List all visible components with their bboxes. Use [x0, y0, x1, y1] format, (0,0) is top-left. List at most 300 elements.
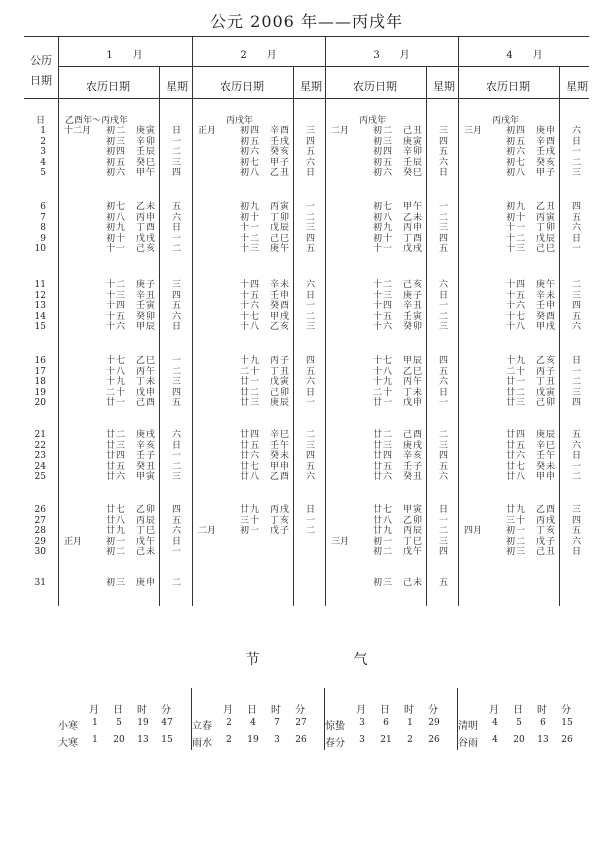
weekday: 日 [572, 356, 582, 366]
ganzhi: 癸亥 [270, 147, 291, 158]
ganzhi: 壬寅 [403, 311, 424, 322]
lunar-day: 十七 [106, 356, 127, 366]
month-divider [58, 36, 59, 606]
ganzhi: 戊寅 [536, 387, 557, 398]
weekday: 二 [572, 472, 582, 483]
lunar-day: 初七 [373, 202, 394, 212]
lunar-day: 廿六 [240, 451, 261, 462]
lunar-day: 十二 [506, 233, 527, 244]
lunar-day: 十七 [373, 356, 394, 366]
solar-term-name: 清明 [458, 721, 478, 732]
ganzhi: 癸卯 [403, 322, 424, 333]
ganzhi: 甲辰 [136, 322, 157, 333]
ganzhi: 戊戌 [136, 233, 157, 244]
ganzhi: 丙申 [136, 212, 157, 223]
weekday: 六 [572, 440, 582, 451]
lunar-month-label: 四月 [464, 526, 483, 537]
lunar-day: 十四 [373, 301, 394, 312]
lunar-day: 十四 [106, 301, 127, 312]
weekday: 日 [439, 387, 449, 398]
lunar-day: 廿二 [106, 430, 127, 440]
weekday: 五 [572, 526, 582, 537]
ganzhi: 乙未 [403, 212, 424, 223]
ganzhi: 丁卯 [270, 212, 291, 223]
month-title: 4 月 [506, 50, 543, 61]
ganzhi: 辛巳 [270, 430, 291, 440]
weekday: 日 [172, 536, 182, 547]
lunar-date-header: 农历日期 [86, 80, 130, 93]
ganzhi: 己未 [403, 578, 424, 588]
lunar-day: 十八 [506, 322, 527, 333]
ganzhi: 壬子 [136, 451, 157, 462]
weekday: 五 [572, 430, 582, 440]
weekday: 六 [439, 377, 449, 388]
terms-col-header: 时 [137, 705, 147, 716]
weekday: 五 [172, 398, 182, 409]
lunar-day: 初三 [106, 136, 127, 147]
lunar-day: 三十 [240, 515, 261, 526]
solar-term-value: 19 [137, 718, 149, 728]
lunar-day: 初一 [240, 526, 261, 537]
terms-col-header: 时 [404, 705, 414, 716]
day-number: 19 [34, 387, 46, 398]
gongli-label: 公历 [30, 54, 52, 67]
lunar-month-label: 十二月 [64, 126, 92, 136]
weekday-header: 星期 [166, 80, 188, 93]
day-number: 31 [34, 578, 46, 588]
lunar-day: 十三 [373, 290, 394, 301]
month-header-rule [58, 66, 589, 67]
solar-term-value: 20 [113, 735, 125, 745]
lunar-day: 初四 [240, 126, 261, 136]
lunar-day: 初四 [373, 147, 394, 158]
weekday: 一 [306, 515, 316, 526]
ganzhi: 丙寅 [270, 202, 291, 212]
weekday: 四 [439, 547, 449, 558]
solar-term-value: 3 [274, 735, 280, 745]
day-number: 10 [34, 244, 46, 255]
ganzhi: 戊子 [270, 526, 291, 537]
lunar-day: 初一 [373, 536, 394, 547]
day-number: 20 [34, 398, 46, 409]
weekday: 日 [572, 233, 582, 244]
ganzhi: 甲辰 [403, 356, 424, 366]
ganzhi: 己酉 [136, 398, 157, 409]
weekday: 六 [172, 430, 182, 440]
lunar-day: 廿三 [106, 440, 127, 451]
solar-term-value: 15 [161, 735, 173, 745]
solar-term-name: 惊蛰 [325, 721, 345, 732]
lunar-day: 十九 [106, 377, 127, 388]
day-number: 2 [40, 136, 46, 147]
lunar-day: 廿二 [240, 387, 261, 398]
day-number: 27 [34, 515, 46, 526]
lunar-day: 廿二 [506, 387, 527, 398]
solar-term-value: 19 [247, 735, 259, 745]
day-number: 22 [34, 440, 46, 451]
ganzhi: 丁巳 [403, 536, 424, 547]
terms-col-header: 月 [89, 705, 99, 716]
solar-term-value: 3 [359, 735, 365, 745]
ganzhi: 庚戌 [403, 440, 424, 451]
ganzhi: 庚午 [536, 280, 557, 290]
weekday: 一 [439, 515, 449, 526]
solar-term-value: 2 [226, 718, 232, 728]
ganzhi: 甲申 [536, 472, 557, 483]
lunar-day: 廿七 [506, 461, 527, 472]
solar-term-value: 15 [561, 718, 573, 728]
weekday: 二 [172, 578, 182, 588]
day-number: 5 [40, 168, 46, 179]
ganzhi: 丙戌 [270, 505, 291, 515]
lunar-day: 初七 [506, 157, 527, 168]
weekday: 五 [306, 147, 316, 158]
lunar-day: 廿七 [240, 461, 261, 472]
ganzhi: 己卯 [536, 398, 557, 409]
ganzhi: 癸巳 [136, 157, 157, 168]
weekday: 日 [172, 440, 182, 451]
ganzhi: 乙巳 [136, 356, 157, 366]
lunar-day: 初八 [240, 168, 261, 179]
lunar-day: 十八 [373, 366, 394, 377]
weekday: 一 [306, 398, 316, 409]
month-divider [458, 36, 459, 606]
weekday: 五 [572, 212, 582, 223]
weekday: 六 [572, 536, 582, 547]
lunar-day: 初三 [373, 578, 394, 588]
lunar-day: 十六 [506, 301, 527, 312]
lunar-day: 二十 [506, 366, 527, 377]
ganzhi: 庚申 [136, 578, 157, 588]
ganzhi: 丁丑 [270, 366, 291, 377]
ganzhi: 戊辰 [536, 233, 557, 244]
year-header-line: 乙酉年～丙戌年 [65, 116, 129, 126]
day-number: 30 [34, 547, 46, 558]
ganzhi: 辛酉 [270, 126, 291, 136]
lunar-day: 初二 [106, 126, 127, 136]
lunar-day: 十二 [106, 280, 127, 290]
lunar-day: 初三 [373, 136, 394, 147]
lunar-month-label: 二月 [331, 126, 350, 136]
subheader-rule [24, 98, 589, 99]
solar-terms-title: 节 气 [245, 652, 408, 668]
ganzhi: 丙午 [136, 366, 157, 377]
lunar-day: 十三 [506, 244, 527, 255]
ganzhi: 甲子 [536, 168, 557, 179]
ganzhi: 戊午 [403, 547, 424, 558]
lunar-month-label: 三月 [464, 126, 483, 136]
day-number: 16 [34, 356, 46, 366]
ganzhi: 戊寅 [270, 377, 291, 388]
lunar-day: 初五 [373, 157, 394, 168]
weekday: 六 [172, 526, 182, 537]
lunar-day: 廿六 [506, 451, 527, 462]
weekday: 四 [172, 387, 182, 398]
lunar-day: 廿五 [240, 440, 261, 451]
weekday: 二 [572, 377, 582, 388]
weekday-header: 星期 [566, 80, 588, 93]
solar-term-value: 7 [274, 718, 280, 728]
weekday: 二 [172, 461, 182, 472]
ganzhi: 癸丑 [136, 461, 157, 472]
solar-term-value: 1 [407, 718, 413, 728]
ganzhi: 壬子 [403, 461, 424, 472]
ganzhi: 辛卯 [136, 136, 157, 147]
lunar-day: 初八 [506, 168, 527, 179]
weekday: 五 [439, 461, 449, 472]
weekday: 一 [172, 233, 182, 244]
lunar-day: 廿八 [506, 472, 527, 483]
day-number-column [24, 0, 58, 858]
day-number: 4 [40, 157, 46, 168]
lunar-day: 十一 [506, 223, 527, 234]
weekday: 二 [572, 280, 582, 290]
weekday: 三 [572, 290, 582, 301]
weekday: 六 [306, 157, 316, 168]
lunar-day: 十九 [506, 356, 527, 366]
solar-term-value: 5 [116, 718, 122, 728]
ganzhi: 丁丑 [536, 377, 557, 388]
ganzhi: 甲戌 [270, 311, 291, 322]
weekday: 三 [172, 157, 182, 168]
day-number: 11 [34, 280, 46, 290]
lunar-day: 十二 [373, 280, 394, 290]
solar-term-value: 21 [380, 735, 392, 745]
ganzhi: 己亥 [403, 280, 424, 290]
lunar-day: 十八 [240, 322, 261, 333]
lunar-day: 十一 [106, 244, 127, 255]
lunar-day: 廿九 [240, 505, 261, 515]
terms-col-header: 分 [561, 705, 571, 716]
lunar-month-label: 正月 [64, 536, 83, 547]
lunar-day: 廿七 [106, 505, 127, 515]
terms-col-header: 分 [161, 705, 171, 716]
weekday: 日 [306, 290, 316, 301]
weekday: 日 [439, 290, 449, 301]
ganzhi: 壬午 [270, 440, 291, 451]
ganzhi: 庚午 [270, 244, 291, 255]
lunar-day: 十五 [106, 311, 127, 322]
table-top-border [24, 36, 589, 37]
ganzhi: 癸未 [536, 461, 557, 472]
solar-term-value: 47 [161, 718, 173, 728]
ganzhi: 乙卯 [403, 515, 424, 526]
solar-term-value: 3 [359, 718, 365, 728]
weekday: 六 [172, 311, 182, 322]
riqi-label: 日期 [30, 74, 52, 87]
weekday: 三 [306, 223, 316, 234]
ganzhi: 丙午 [403, 377, 424, 388]
ganzhi: 丁酉 [136, 223, 157, 234]
terms-col-header: 分 [295, 705, 305, 716]
lunar-day: 廿三 [506, 398, 527, 409]
solar-term-value: 13 [537, 735, 549, 745]
day-number: 3 [40, 147, 46, 158]
day-number: 24 [34, 461, 46, 472]
ganzhi: 乙卯 [136, 505, 157, 515]
lunar-day: 十九 [240, 356, 261, 366]
weekday: 六 [439, 280, 449, 290]
solar-term-value: 29 [428, 718, 440, 728]
ganzhi: 乙丑 [270, 168, 291, 179]
day-number: 9 [40, 233, 46, 244]
ganzhi: 丁亥 [270, 515, 291, 526]
terms-col-header: 月 [356, 705, 366, 716]
weekday: 日 [439, 505, 449, 515]
lunar-day: 初二 [106, 547, 127, 558]
ganzhi: 丙戌 [536, 515, 557, 526]
ganzhi: 壬寅 [136, 301, 157, 312]
weekday: 二 [306, 212, 316, 223]
ganzhi: 辛亥 [136, 440, 157, 451]
lunar-day: 初一 [506, 526, 527, 537]
weekday: 三 [439, 126, 449, 136]
lunar-day: 廿三 [373, 440, 394, 451]
solar-term-name: 立春 [192, 721, 212, 732]
weekday: 一 [572, 244, 582, 255]
ganzhi: 辛未 [536, 290, 557, 301]
ganzhi: 己未 [136, 547, 157, 558]
ganzhi: 癸未 [270, 451, 291, 462]
lunar-day: 廿四 [106, 451, 127, 462]
ganzhi: 庚辰 [536, 430, 557, 440]
ganzhi: 丙子 [270, 356, 291, 366]
lunar-day: 初五 [240, 136, 261, 147]
weekday: 五 [439, 147, 449, 158]
day-number: 17 [34, 366, 46, 377]
weekday: 三 [572, 168, 582, 179]
weekday: 三 [439, 322, 449, 333]
lunar-day: 初一 [106, 536, 127, 547]
ganzhi: 戊申 [136, 387, 157, 398]
ganzhi: 壬戌 [536, 147, 557, 158]
ganzhi: 庚子 [136, 280, 157, 290]
day-number: 7 [40, 212, 46, 223]
solar-term-value: 13 [137, 735, 149, 745]
weekday: 六 [306, 280, 316, 290]
weekday: 日 [172, 322, 182, 333]
terms-col-header: 月 [223, 705, 233, 716]
weekday-divider [426, 66, 427, 606]
lunar-month-label: 二月 [198, 526, 217, 537]
weekday: 四 [439, 356, 449, 366]
weekday: 一 [572, 147, 582, 158]
solar-term-name: 谷雨 [458, 738, 478, 749]
lunar-day: 初七 [240, 157, 261, 168]
lunar-day: 十三 [106, 290, 127, 301]
weekday: 日 [572, 547, 582, 558]
ganzhi: 乙未 [136, 202, 157, 212]
weekday: 四 [172, 505, 182, 515]
day-number: 26 [34, 505, 46, 515]
weekday-divider [293, 66, 294, 606]
day-number: 18 [34, 377, 46, 388]
weekday: 四 [172, 168, 182, 179]
ganzhi: 乙丑 [536, 202, 557, 212]
lunar-day: 初六 [106, 168, 127, 179]
ganzhi: 辛丑 [403, 301, 424, 312]
year-header-line: 丙戌年 [359, 116, 387, 126]
lunar-day: 十一 [240, 223, 261, 234]
weekday: 六 [306, 472, 316, 483]
weekday: 四 [306, 356, 316, 366]
lunar-day: 廿五 [106, 461, 127, 472]
solar-term-name: 小寒 [58, 721, 78, 732]
ganzhi: 戊戌 [403, 244, 424, 255]
weekday: 五 [572, 311, 582, 322]
lunar-day: 十八 [106, 366, 127, 377]
ganzhi: 己酉 [403, 430, 424, 440]
weekday: 四 [306, 233, 316, 244]
weekday: 六 [572, 223, 582, 234]
ganzhi: 癸亥 [536, 157, 557, 168]
lunar-date-header: 农历日期 [353, 80, 397, 93]
lunar-day: 三十 [506, 515, 527, 526]
ganzhi: 癸酉 [536, 311, 557, 322]
lunar-day: 廿七 [373, 505, 394, 515]
solar-term-value: 1 [92, 718, 98, 728]
ganzhi: 丙子 [536, 366, 557, 377]
solar-term-value: 26 [295, 735, 307, 745]
lunar-day: 十二 [240, 233, 261, 244]
ganzhi: 辛巳 [536, 440, 557, 451]
ganzhi: 丙寅 [536, 212, 557, 223]
weekday: 二 [439, 430, 449, 440]
ganzhi: 甲午 [403, 202, 424, 212]
weekday: 五 [172, 202, 182, 212]
ganzhi: 丁卯 [536, 223, 557, 234]
ganzhi: 癸酉 [270, 301, 291, 312]
solar-term-value: 1 [92, 735, 98, 745]
ganzhi: 庚辰 [270, 398, 291, 409]
lunar-day: 十五 [240, 290, 261, 301]
solar-term-value: 6 [383, 718, 389, 728]
lunar-day: 十七 [506, 311, 527, 322]
weekday-divider [159, 66, 160, 606]
ganzhi: 丁未 [136, 377, 157, 388]
ganzhi: 辛丑 [136, 290, 157, 301]
solar-term-value: 4 [492, 735, 498, 745]
lunar-day: 初六 [240, 147, 261, 158]
lunar-day: 廿六 [106, 472, 127, 483]
weekday: 三 [439, 223, 449, 234]
weekday: 三 [572, 387, 582, 398]
ganzhi: 壬申 [536, 301, 557, 312]
lunar-day: 廿九 [373, 526, 394, 537]
ganzhi: 甲子 [270, 157, 291, 168]
ganzhi: 己卯 [270, 387, 291, 398]
solar-term-value: 20 [513, 735, 525, 745]
weekday: 三 [172, 280, 182, 290]
lunar-day: 初五 [106, 157, 127, 168]
weekday: 二 [439, 212, 449, 223]
terms-col-header: 时 [271, 705, 281, 716]
day-number: 25 [34, 472, 46, 483]
weekday: 二 [439, 311, 449, 322]
weekday: 一 [572, 366, 582, 377]
weekday: 三 [572, 505, 582, 515]
ganzhi: 丙辰 [403, 526, 424, 537]
ganzhi: 辛未 [270, 280, 291, 290]
ganzhi: 癸丑 [403, 472, 424, 483]
lunar-month-label: 三月 [331, 536, 350, 547]
ganzhi: 甲申 [270, 461, 291, 472]
ganzhi: 戊子 [536, 536, 557, 547]
weekday: 一 [439, 301, 449, 312]
solar-term-value: 26 [428, 735, 440, 745]
solar-term-name: 春分 [325, 738, 345, 749]
weekday: 一 [172, 451, 182, 462]
